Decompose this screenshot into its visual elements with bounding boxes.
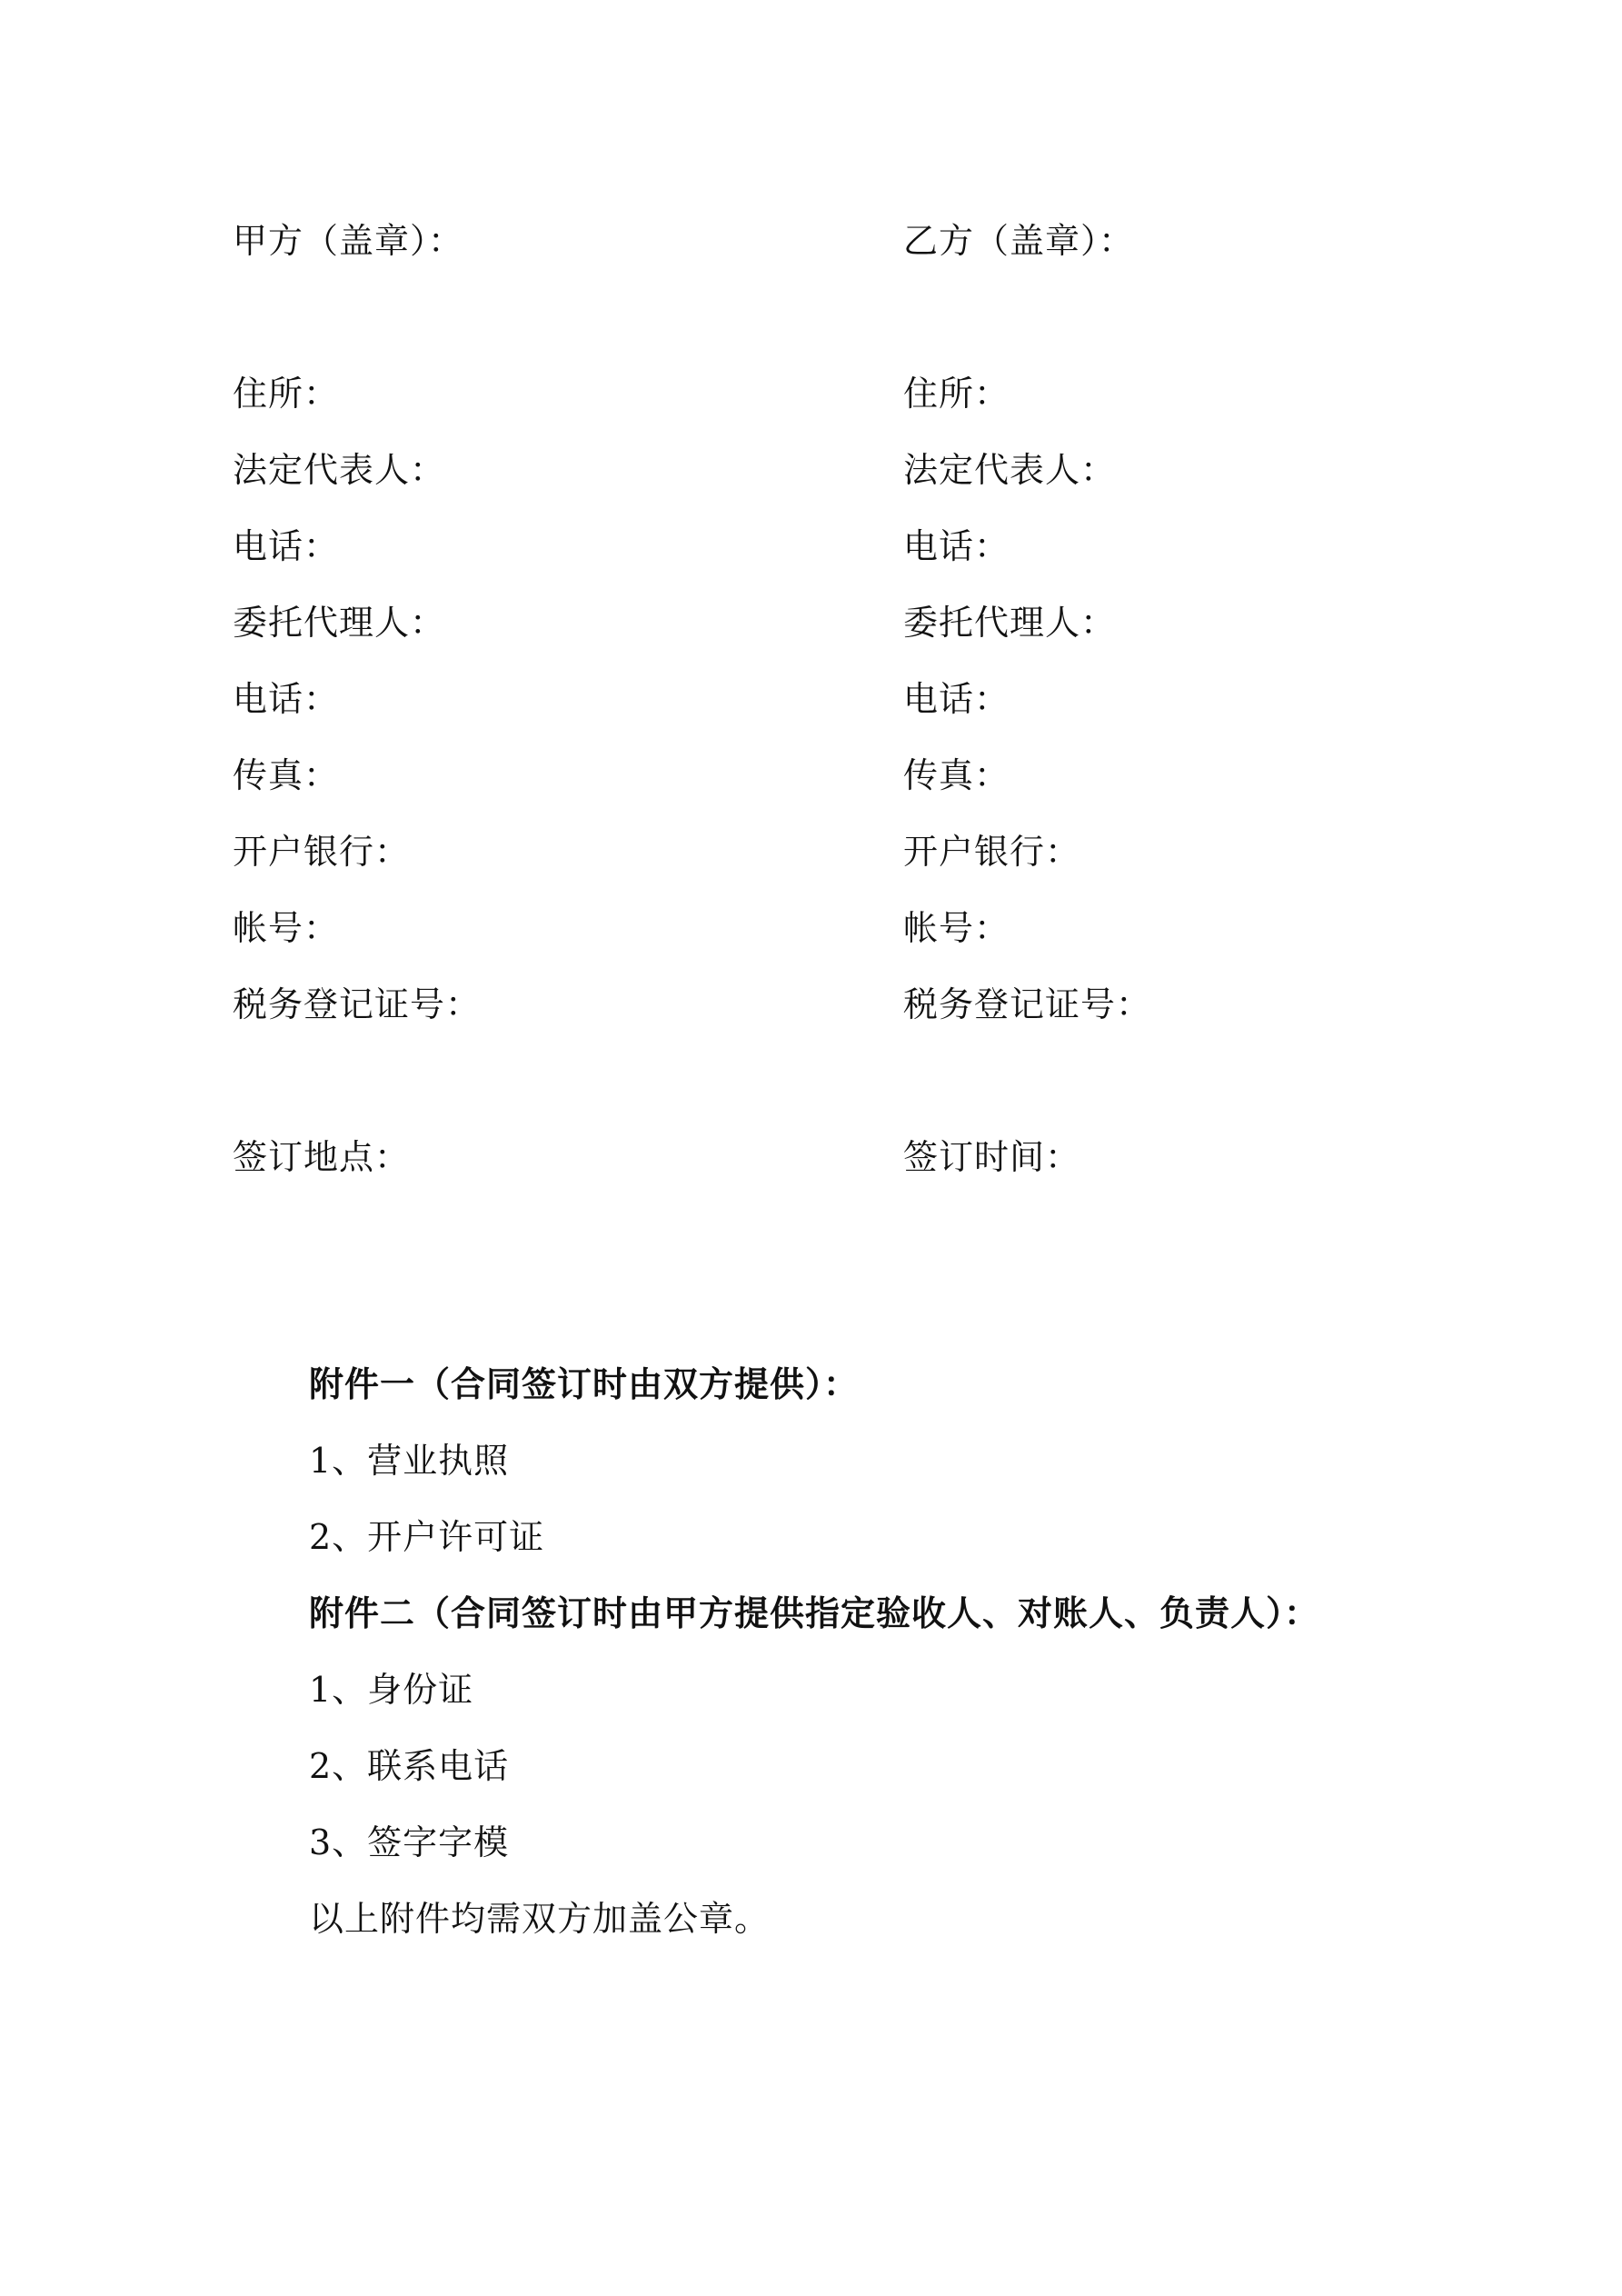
attachment-one-item: 1、营业执照 xyxy=(309,1441,510,1481)
attachment-note: 以上附件均需双方加盖公章。 xyxy=(309,1899,771,1939)
party-b-agent-label: 委托代理人： xyxy=(903,603,1117,643)
party-a-bank-label: 开户银行： xyxy=(233,832,411,872)
sign-place-label: 签订地点： xyxy=(233,1137,411,1177)
party-b-agent-phone-label: 电话： xyxy=(903,679,1010,719)
party-b-bank-label: 开户银行： xyxy=(903,832,1081,872)
attachment-two-item: 1、身份证 xyxy=(309,1670,474,1710)
attachment-one-item: 2、开户许可证 xyxy=(309,1517,545,1557)
party-a-account-label: 帐号： xyxy=(233,908,340,948)
sign-time-label: 签订时间： xyxy=(903,1137,1081,1177)
party-b-tax-no-label: 税务登记证号： xyxy=(903,984,1152,1024)
attachment-one-title: 附件一（合同签订时由双方提供）： xyxy=(309,1363,860,1404)
party-a-phone-label: 电话： xyxy=(233,526,340,566)
party-b-fax-label: 传真： xyxy=(903,755,1010,795)
party-b-phone-label: 电话： xyxy=(903,526,1010,566)
party-b-address-label: 住所： xyxy=(903,374,1010,414)
party-b-seal-label: 乙方（盖章）： xyxy=(903,221,1135,261)
party-b-legal-rep-label: 法定代表人： xyxy=(903,450,1117,490)
party-b-account-label: 帐号： xyxy=(903,908,1010,948)
party-a-agent-phone-label: 电话： xyxy=(233,679,340,719)
party-a-seal-label: 甲方（盖章）： xyxy=(233,221,464,261)
party-a-address-label: 住所： xyxy=(233,374,340,414)
party-a-tax-no-label: 税务登记证号： xyxy=(233,984,482,1024)
party-a-agent-label: 委托代理人： xyxy=(233,603,446,643)
attachment-two-item: 2、联系电话 xyxy=(309,1746,510,1786)
attachment-two-title: 附件二（合同签订时由甲方提供指定验收人、对账人、负责人）： xyxy=(309,1592,1320,1633)
attachment-two-item: 3、签字字模 xyxy=(309,1822,510,1862)
party-a-legal-rep-label: 法定代表人： xyxy=(233,450,446,490)
party-a-fax-label: 传真： xyxy=(233,755,340,795)
